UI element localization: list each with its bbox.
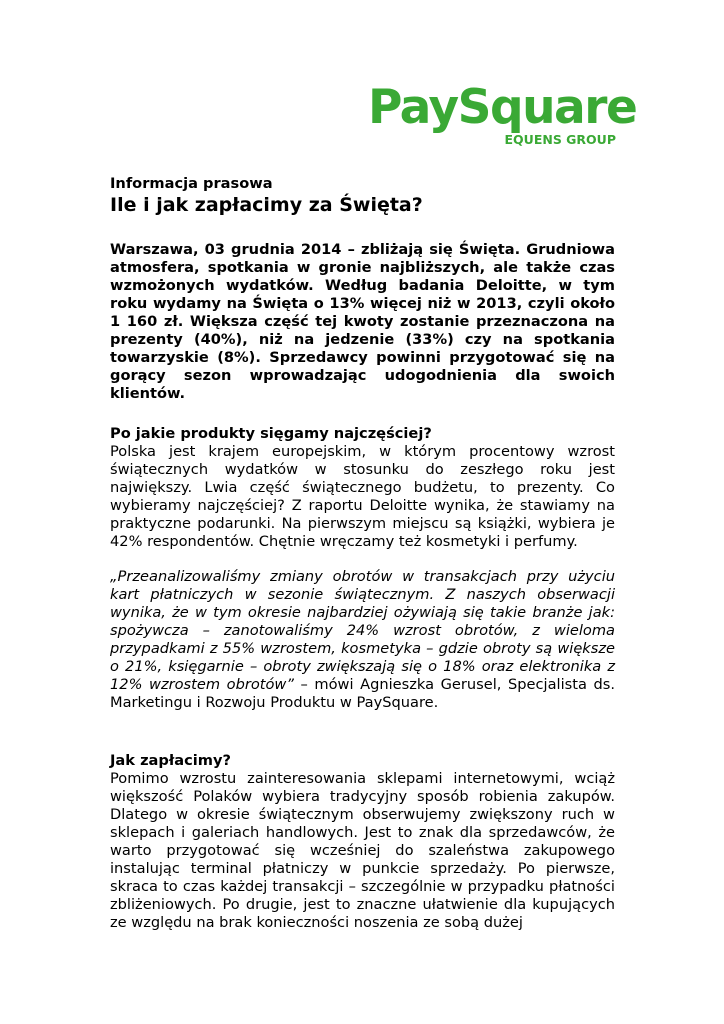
quote-paragraph [110,568,615,712]
section-body-payment: Pomimo wzrostu zainteresowania sklepami internetowymi, wciąż większość Polaków wybiera tradycyjny sposób robienia zakupów. Dlatego w okresie świątecznym obserwujemy zwiększony ruch w sklepach i galeriach handlowych. Jest to znak dla sprzedawców, że warto przygotować się wcześniej do szaleństwa zakupowego instalując terminal płatniczy w punkcie sprzedaży. Po pierwsze, skraca to czas każdej transakcji – szczególnie w przypadku płatności zbliżeniowych. Po drugie, jest to znaczne ułatwienie dla kupujących ze względu na brak konieczności noszenia ze sobą dużej [110,770,615,931]
lead-paragraph: Warszawa, 03 grudnia 2014 – zbliżają się Święta. Grudniowa atmosfera, spotkania w gronie najbliższych, ale także czas wzmożonych wydatków. Według badania Deloitte, w tym roku wydamy na Święta o 13% więcej niż w 2013, czyli około 1 160 zł. Większa część tej kwoty zostanie przeznaczona na prezenty (40%), niż na jedzenie (33%) czy na spotkania towarzyskie (8%). Sprzedawcy powinni przygotować się na gorący sezon wprowadzając udogodnienia dla swoich klientów. [110,241,615,402]
document-label: Informacja prasowa [110,175,273,192]
company-logo [368,80,637,152]
quote-text: „Przeanalizowaliśmy zmiany obrotów w transakcjach przy użyciu kart płatniczych w sezonie świątecznym. Z naszych obserwacji wynika, że w tym okresie najbardziej ożywiają się takie branże jak: spożywcza – zanotowaliśmy 24% wzrost obrotów, z wieloma przypadkami z 55% wzrostem, kosmetyka – gdzie obroty są większe o 21%, księgarnie – obroty zwiększają się o 18% oraz elektronika z 12% wzrostem obrotów” [110,568,615,693]
logo-text-part1: PaySq [368,80,523,135]
quote-attribution: – mówi Agnieszka Gerusel, Specjalista ds. Marketingu i Rozwoju Produktu w PaySquare. [110,676,616,711]
section-heading-payment: Jak zapłacimy? [110,752,231,769]
logo-wordmark [368,82,636,134]
section-body-products: Polska jest krajem europejskim, w którym procentowy wzrost świątecznych wydatków w stosunku do zeszłego roku jest największy. Lwia część świątecznego budżetu, to prezenty. Co wybieramy najczęściej? Z raportu Deloitte wynika, że stawiamy na praktyczne podarunki. Na pierwszym miejscu są książki, wybiera je 42% respondentów. Chętnie wręczamy też kosmetyki i perfumy. [110,443,615,550]
document-title: Ile i jak zapłacimy za Święta? [110,194,423,216]
document-body [110,175,615,932]
logo-text-part2: uare [522,80,637,135]
logo-tagline: EQUENS GROUP [504,132,616,147]
section-heading-products: Po jakie produkty sięgamy najczęściej? [110,425,432,442]
